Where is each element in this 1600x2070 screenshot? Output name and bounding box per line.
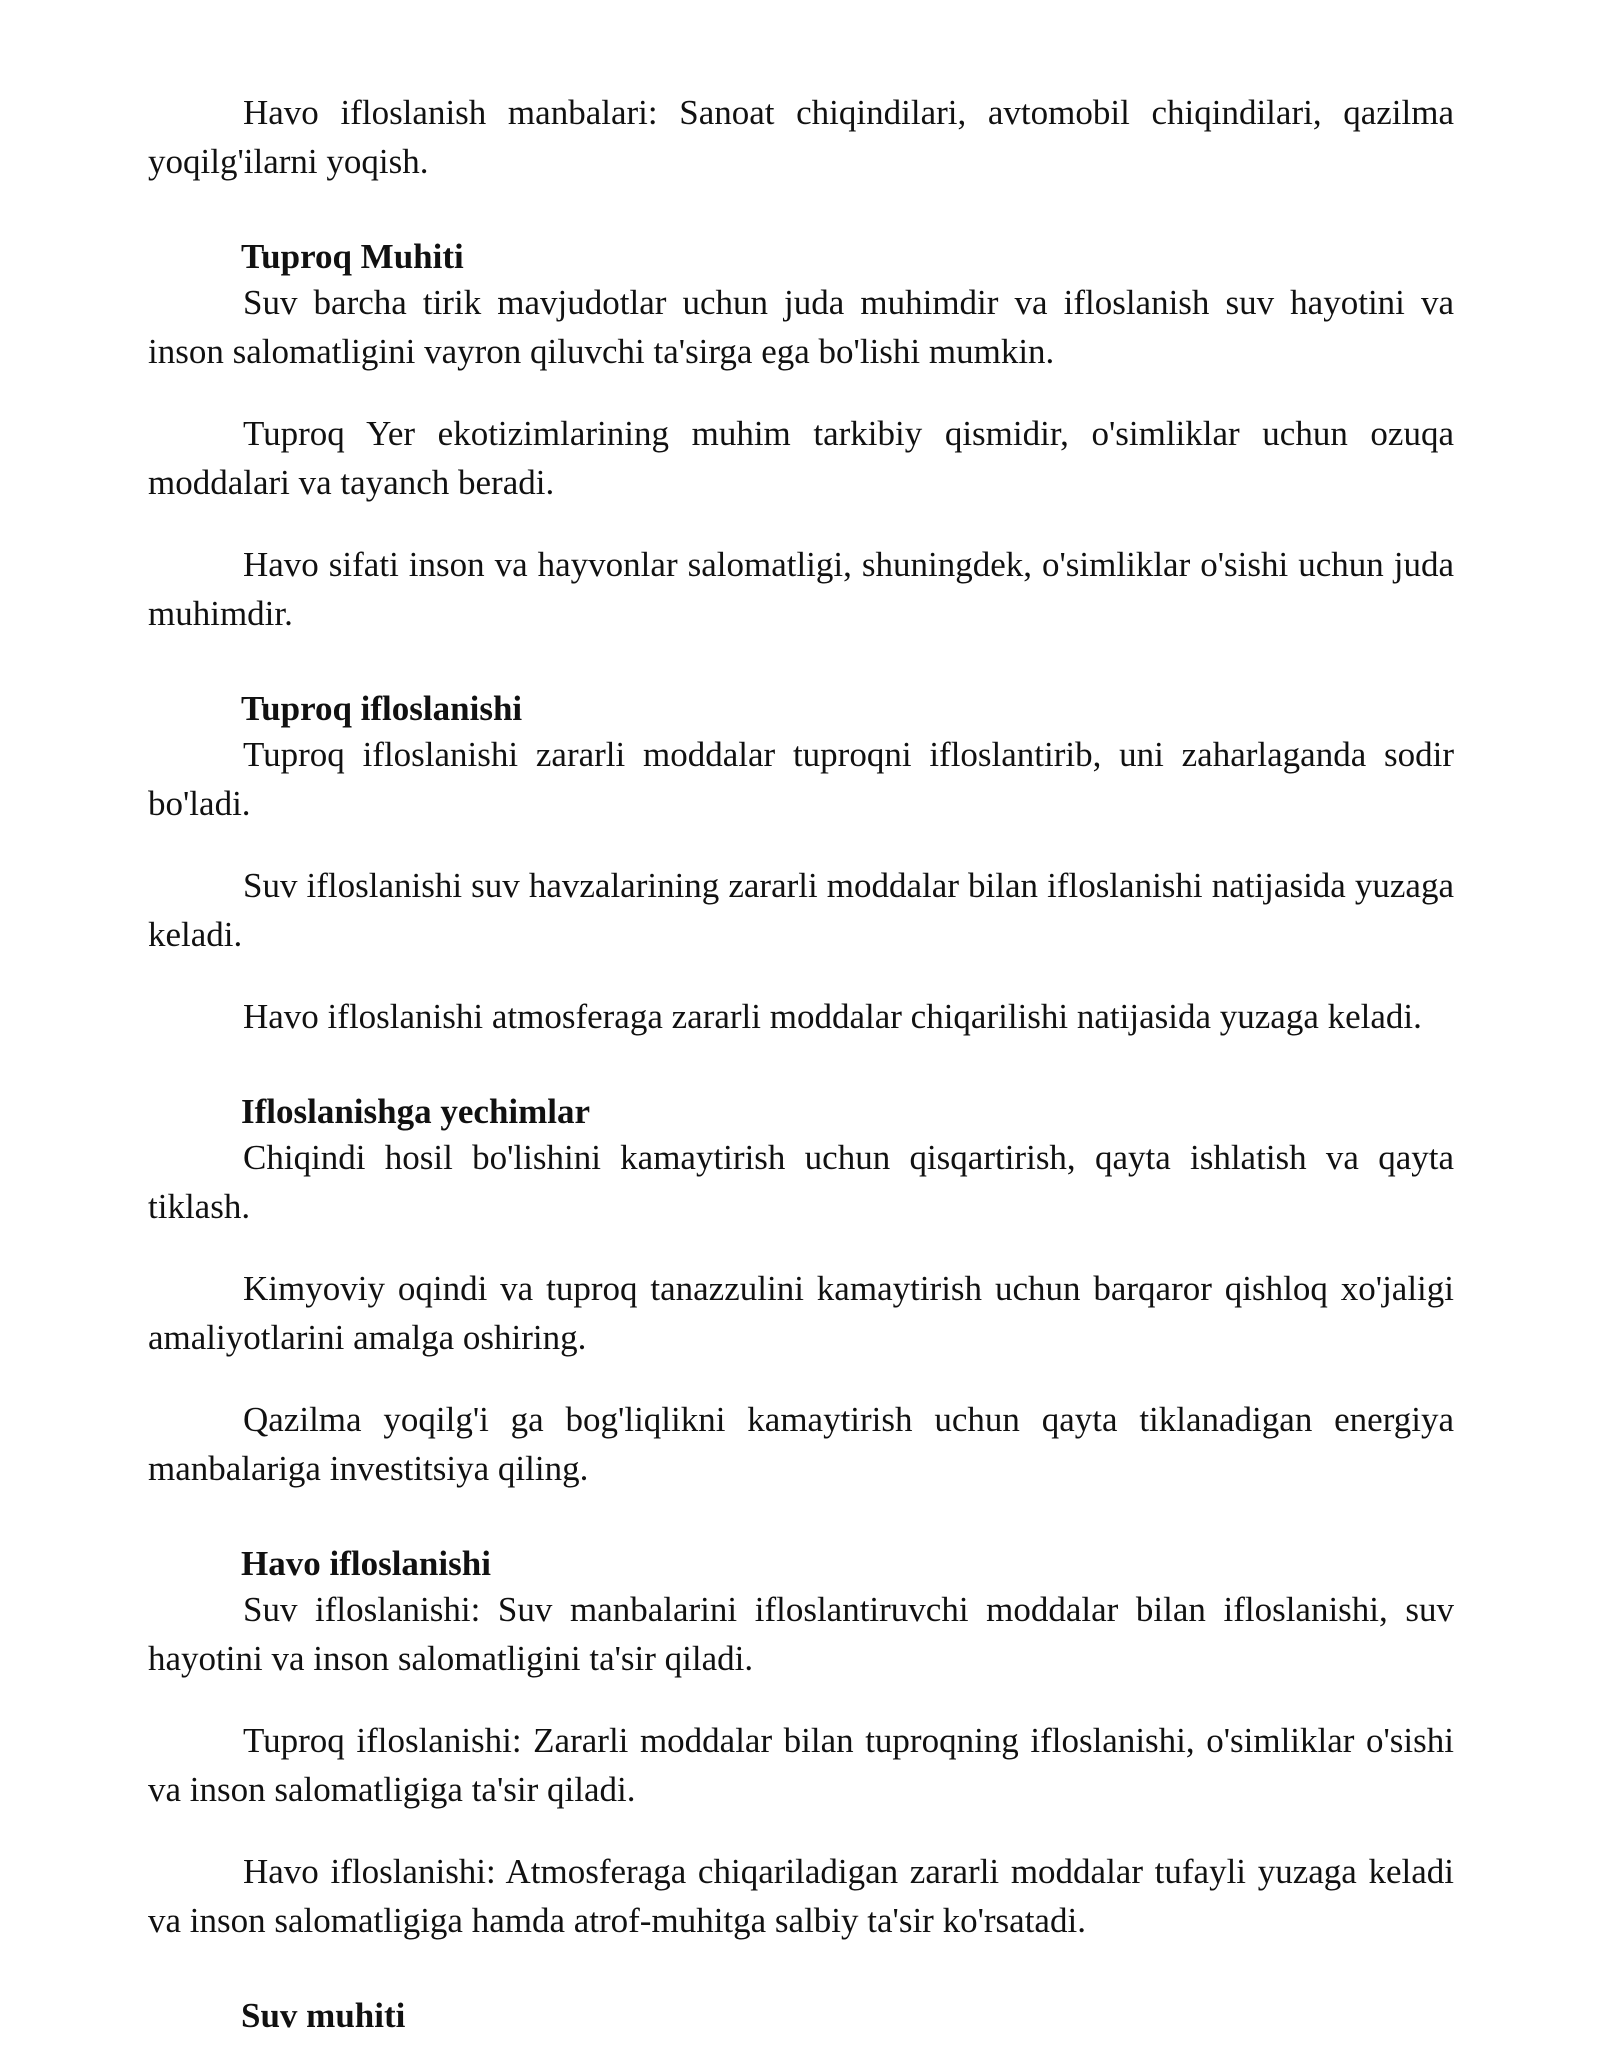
document-page <box>148 88 1454 2037</box>
section-heading-suv-muhiti: Suv muhiti <box>241 1996 406 2035</box>
intro-paragraph: Havo ifloslanish manbalari: Sanoat chiqindilari, avtomobil chiqindilari, qazilma yoqilg'ilarni yoqish. <box>148 93 1454 181</box>
paragraph: Tuproq ifloslanishi: Zararli moddalar bilan tuproqning ifloslanishi, o'simliklar o'sishi va inson salomatligiga ta'sir qiladi. <box>148 1721 1454 1809</box>
paragraph: Qazilma yoqilg'i ga bog'liqlikni kamaytirish uchun qayta tiklanadigan energiya manbalariga investitsiya qiling. <box>148 1400 1454 1488</box>
section-heading-ifloslanishga-yechimlar: Ifloslanishga yechimlar <box>241 1092 591 1131</box>
section-heading-havo-ifloslanishi: Havo ifloslanishi <box>241 1544 491 1583</box>
paragraph: Suv ifloslanishi: Suv manbalarini ifloslantiruvchi moddalar bilan ifloslanishi, suv hayotini va inson salomatligini ta'sir qiladi. <box>148 1590 1454 1678</box>
paragraph: Chiqindi hosil bo'lishini kamaytirish uchun qisqartirish, qayta ishlatish va qayta tiklash. <box>148 1138 1454 1226</box>
paragraph: Havo ifloslanishi: Atmosferaga chiqariladigan zararli moddalar tufayli yuzaga keladi va inson salomatligiga hamda atrof-muhitga salbiy ta'sir ko'rsatadi. <box>148 1852 1454 1940</box>
paragraph: Tuproq Yer ekotizimlarining muhim tarkibiy qismidir, o'simliklar uchun ozuqa moddalari va tayanch beradi. <box>148 414 1454 502</box>
paragraph: Havo ifloslanishi atmosferaga zararli moddalar chiqarilishi natijasida yuzaga keladi. <box>243 997 1422 1036</box>
section-heading-tuproq-muhiti: Tuproq Muhiti <box>241 237 464 276</box>
paragraph: Suv ifloslanishi suv havzalarining zararli moddalar bilan ifloslanishi natijasida yuzaga keladi. <box>148 866 1454 954</box>
paragraph: Tuproq ifloslanishi zararli moddalar tuproqni ifloslantirib, uni zaharlaganda sodir bo'ladi. <box>148 735 1454 823</box>
section-heading-tuproq-ifloslanishi: Tuproq ifloslanishi <box>241 689 523 728</box>
paragraph: Havo sifati inson va hayvonlar salomatligi, shuningdek, o'simliklar o'sishi uchun juda muhimdir. <box>148 545 1454 633</box>
paragraph: Suv barcha tirik mavjudotlar uchun juda muhimdir va ifloslanish suv hayotini va inson salomatligini vayron qiluvchi ta'sirga ega bo'lishi mumkin. <box>148 283 1454 371</box>
paragraph: Kimyoviy oqindi va tuproq tanazzulini kamaytirish uchun barqaror qishloq xo'jaligi amaliyotlarini amalga oshiring. <box>148 1269 1454 1357</box>
